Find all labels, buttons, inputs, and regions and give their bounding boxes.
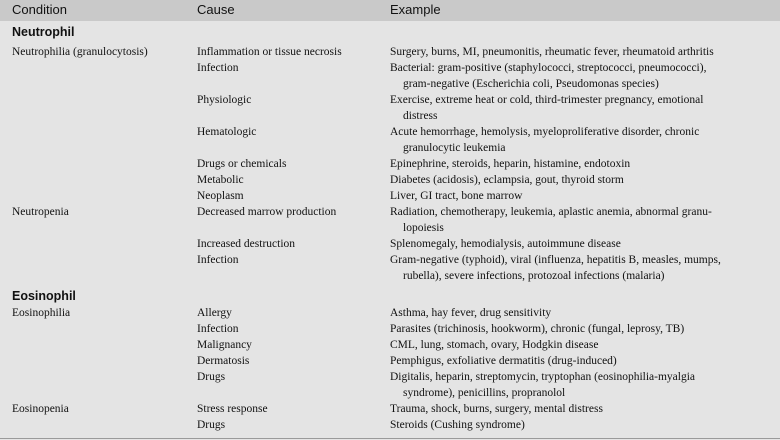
cause-cell: Increased destruction (197, 238, 296, 250)
condition-cell: Eosinophilia (12, 307, 71, 319)
condition-cell: Neutrophilia (granulocytosis) (12, 46, 148, 58)
example-cell: Epinephrine, steroids, heparin, histamine, endotoxin (390, 158, 631, 170)
example-cell: Radiation, chemotherapy, leukemia, aplastic anemia, abnormal granu- (390, 206, 712, 218)
condition-cell: Neutropenia (12, 206, 69, 218)
section-title-eosinophil: Eosinophil (12, 289, 76, 303)
example-cell: Diabetes (acidosis), eclampsia, gout, thyroid storm (390, 174, 624, 186)
cause-cell: Malignancy (197, 339, 252, 351)
header-cause: Cause (197, 2, 235, 17)
cause-cell: Physiologic (197, 94, 252, 106)
example-cell: Acute hemorrhage, hemolysis, myeloproliferative disorder, chronic (390, 126, 700, 138)
condition-cell: Eosinopenia (12, 403, 69, 415)
cause-cell: Dermatosis (197, 355, 250, 367)
cause-cell: Infection (197, 254, 239, 266)
cause-cell: Decreased marrow production (197, 206, 337, 218)
cause-cell: Neoplasm (197, 190, 244, 202)
example-cell: Surgery, burns, MI, pneumonitis, rheumatic fever, rheumatoid arthritis (390, 46, 714, 58)
cause-cell: Hematologic (197, 126, 257, 138)
cause-cell: Infection (197, 323, 239, 335)
header-example: Example (390, 2, 441, 17)
example-cell: Digitalis, heparin, streptomycin, tryptophan (eosinophilia-myalgia (390, 371, 696, 383)
cause-cell: Metabolic (197, 174, 244, 186)
cause-cell: Allergy (197, 307, 232, 319)
example-cell: Splenomegaly, hemodialysis, autoimmune disease (390, 238, 621, 250)
example-cell-continued: syndrome), penicillins, propranolol (403, 387, 566, 399)
example-cell: Bacterial: gram-positive (staphylococci, streptococci, pneumococci), (390, 62, 707, 74)
example-cell: Pemphigus, exfoliative dermatitis (drug-induced) (390, 355, 617, 367)
table-bottom-rule (0, 438, 780, 439)
example-cell: Liver, GI tract, bone marrow (390, 190, 523, 202)
example-cell-continued: granulocytic leukemia (403, 142, 506, 154)
example-cell-continued: rubella), severe infections, protozoal infections (malaria) (403, 270, 665, 282)
example-cell: Gram-negative (typhoid), viral (influenza, hepatitis B, measles, mumps, (390, 254, 721, 266)
cause-cell: Inflammation or tissue necrosis (197, 46, 342, 58)
header-condition: Condition (12, 2, 67, 17)
section-title-neutrophil: Neutrophil (12, 25, 75, 39)
example-cell-continued: distress (403, 110, 438, 122)
cause-cell: Infection (197, 62, 239, 74)
cause-cell: Stress response (197, 403, 268, 415)
example-cell: Asthma, hay fever, drug sensitivity (390, 307, 552, 319)
example-cell-continued: gram-negative (Escherichia coli, Pseudomonas species) (403, 78, 659, 90)
cause-cell: Drugs (197, 371, 226, 383)
example-cell-continued: lopoiesis (403, 222, 444, 234)
example-cell: Trauma, shock, burns, surgery, mental distress (390, 403, 603, 415)
example-cell: Parasites (trichinosis, hookworm), chronic (fungal, leprosy, TB) (390, 323, 685, 335)
cause-cell: Drugs or chemicals (197, 158, 287, 170)
cause-cell: Drugs (197, 419, 226, 431)
example-cell: Steroids (Cushing syndrome) (390, 419, 525, 431)
example-cell: CML, lung, stomach, ovary, Hodgkin disease (390, 339, 599, 351)
example-cell: Exercise, extreme heat or cold, third-trimester pregnancy, emotional (390, 94, 704, 106)
